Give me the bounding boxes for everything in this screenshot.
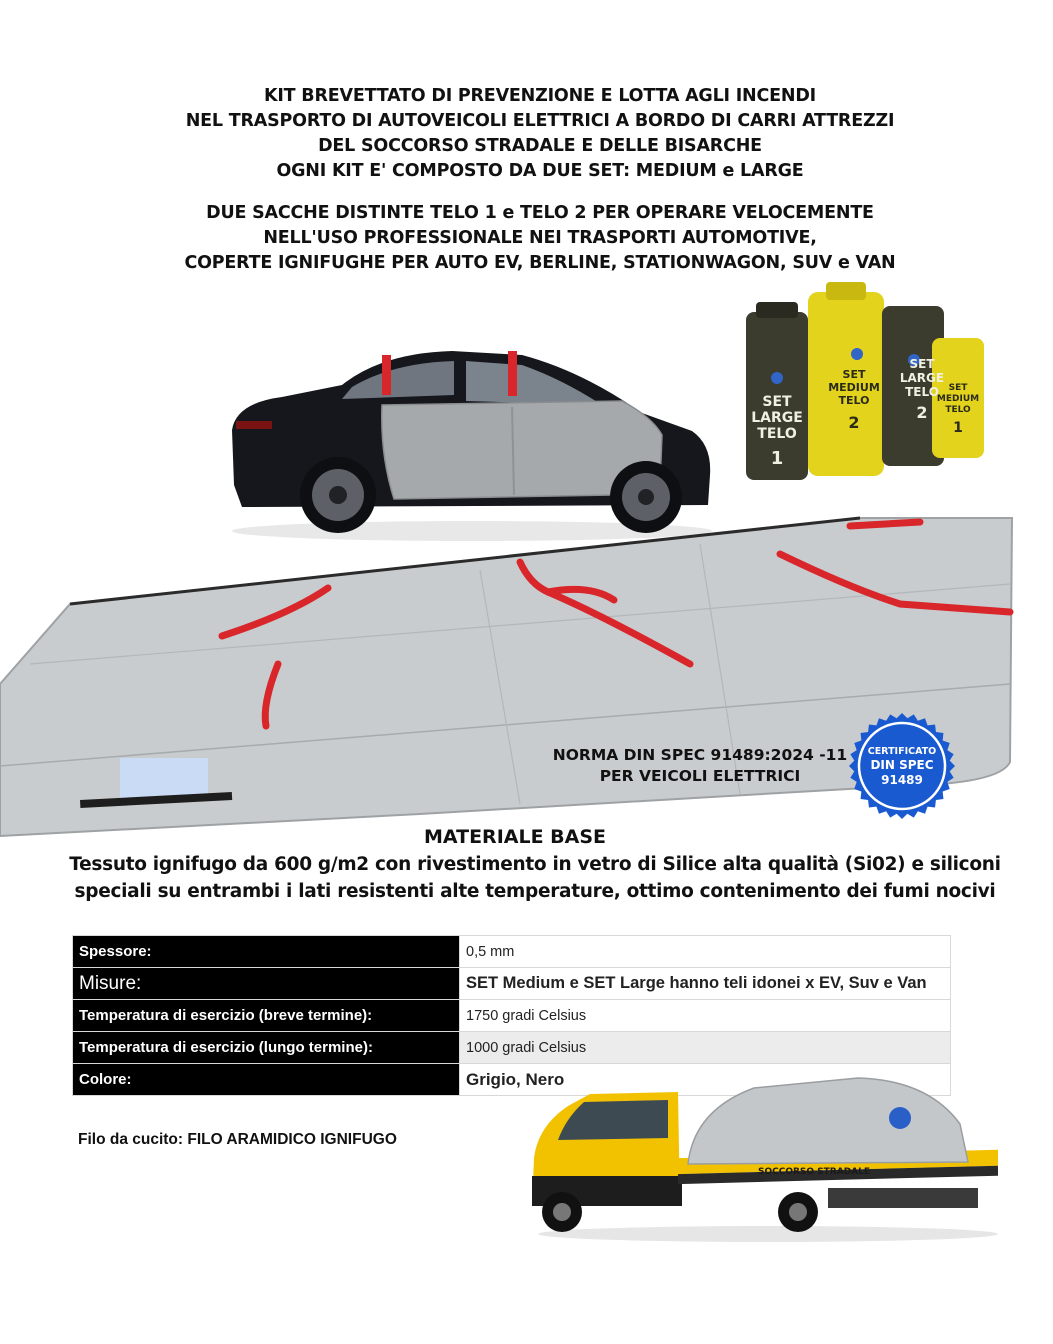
bag-text: MEDIUM	[936, 394, 980, 404]
sub-heading-line: COPERTE IGNIFUGHE PER AUTO EV, BERLINE, STATIONWAGON, SUV e VAN	[184, 253, 896, 273]
badge-text: 91489	[881, 773, 923, 787]
spec-value: 0,5 mm	[460, 936, 951, 968]
sub-heading-line: NELL'USO PROFESSIONALE NEI TRASPORTI AUTOMOTIVE,	[263, 228, 817, 248]
table-row	[73, 1000, 951, 1032]
bag-text: TELO	[905, 385, 939, 399]
bag-text: MEDIUM	[828, 381, 880, 394]
table-row	[73, 1032, 951, 1064]
sub-heading	[150, 201, 930, 276]
bag-number: 1	[953, 420, 963, 436]
spec-value: Grigio, Nero	[460, 1064, 951, 1096]
spec-label: Temperatura di esercizio (breve termine):	[73, 1000, 460, 1032]
bag-text: TELO	[757, 426, 797, 442]
spec-label: Misure:	[73, 968, 460, 1000]
bag-text: SET	[842, 368, 866, 381]
thread-note: Filo da cucito: FILO ARAMIDICO IGNIFUGO	[78, 1131, 397, 1148]
bag-text: LARGE	[899, 371, 945, 385]
bag-text: SET	[762, 394, 792, 410]
norm-line: PER VEICOLI ELETTRICI	[599, 767, 801, 785]
table-row	[73, 968, 951, 1000]
heading-line: OGNI KIT E' COMPOSTO DA DUE SET: MEDIUM e LARGE	[276, 161, 804, 181]
main-heading	[150, 84, 930, 184]
truck-side-label: SOCCORSO STRADALE	[758, 1167, 871, 1177]
material-line: Tessuto ignifugo da 600 g/m2 con rivestimento in vetro di Silice alta qualità (Si02) e siliconi	[69, 854, 1001, 875]
spec-value: SET Medium e SET Large hanno teli idonei x EV, Suv e Van	[460, 968, 951, 1000]
spec-label: Colore:	[73, 1064, 460, 1096]
badge-text: CERTIFICATO	[867, 746, 937, 757]
storage-bags-image	[742, 282, 992, 482]
bag-number: 2	[916, 403, 928, 422]
heading-line: DEL SOCCORSO STRADALE E DELLE BISARCHE	[318, 136, 762, 156]
bag-text: SET	[948, 383, 968, 393]
tow-truck-image	[528, 1066, 1008, 1246]
bag-text: LARGE	[751, 410, 803, 426]
bag-text: TELO	[838, 394, 870, 407]
norm-line: NORMA DIN SPEC 91489:2024 -11	[552, 746, 848, 764]
spec-value: 1750 gradi Celsius	[460, 1000, 951, 1032]
material-description	[60, 851, 1010, 905]
badge-text: DIN SPEC	[870, 758, 934, 772]
table-row	[73, 936, 951, 968]
heading-line: KIT BREVETTATO DI PREVENZIONE E LOTTA AGLI INCENDI	[264, 86, 816, 106]
bag-text: TELO	[945, 405, 971, 415]
material-title: MATERIALE BASE	[423, 826, 607, 848]
heading-line: NEL TRASPORTO DI AUTOVEICOLI ELETTRICI A BORDO DI CARRI ATTREZZI	[185, 111, 895, 131]
din-spec-certificate-badge	[848, 712, 956, 820]
bag-text: SET	[909, 357, 935, 371]
spec-value: 1000 gradi Celsius	[460, 1032, 951, 1064]
bag-number: 1	[770, 448, 784, 469]
material-line: speciali su entrambi i lati resistenti alte temperature, ottimo contenimento dei fumi nocivi	[74, 881, 996, 902]
sub-heading-line: DUE SACCHE DISTINTE TELO 1 e TELO 2 PER OPERARE VELOCEMENTE	[206, 203, 874, 223]
spec-label: Temperatura di esercizio (lungo termine):	[73, 1032, 460, 1064]
norm-reference	[540, 745, 860, 787]
bag-number: 2	[848, 413, 860, 432]
spec-label: Spessore:	[73, 936, 460, 968]
